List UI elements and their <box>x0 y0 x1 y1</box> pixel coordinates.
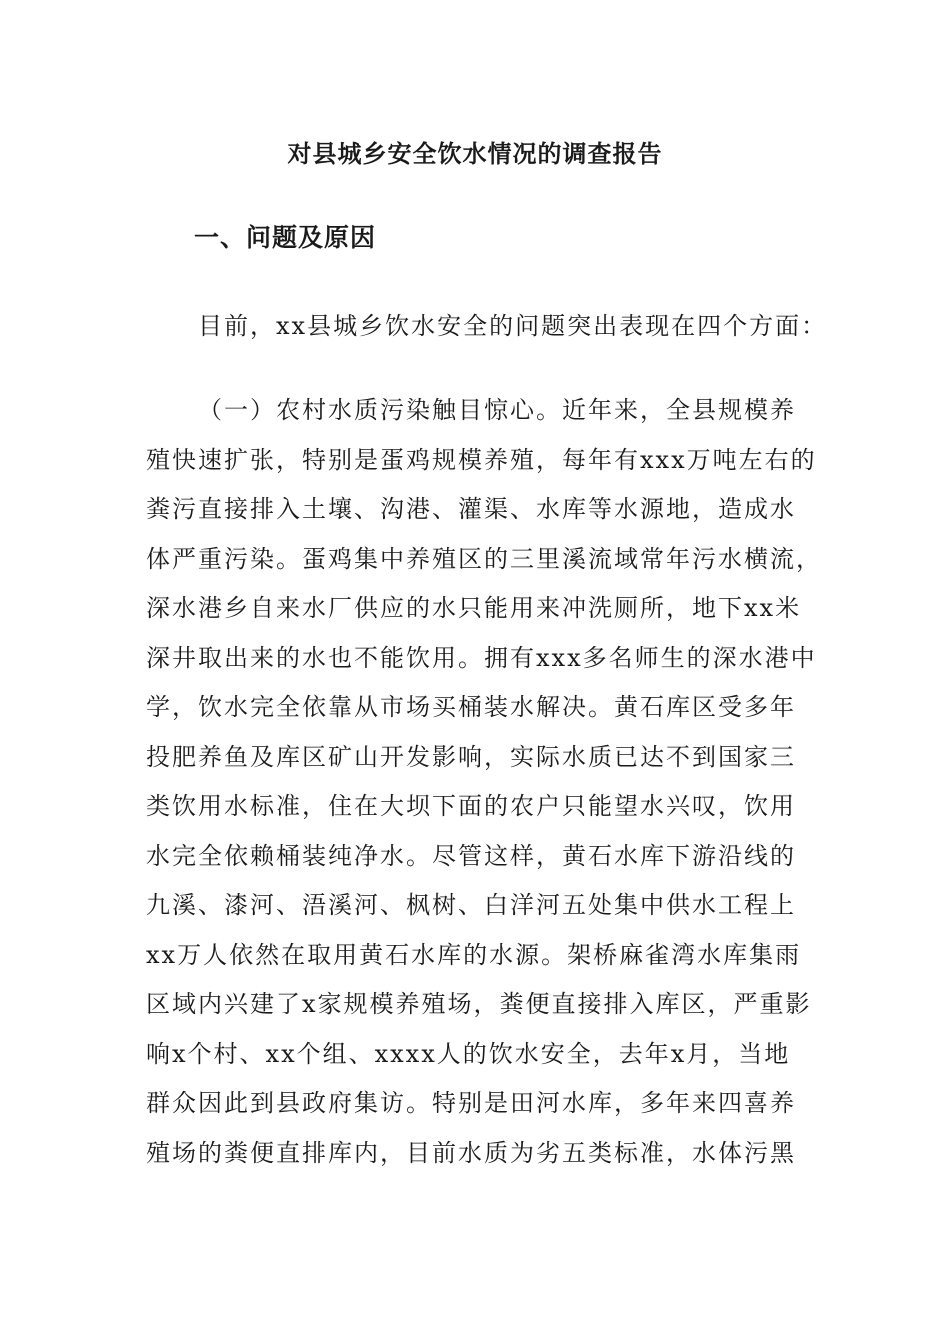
paragraph-line: 深水港乡自来水厂供应的水只能用来冲洗厕所，地下xx米 <box>146 594 802 622</box>
document-title: 对县城乡安全饮水情况的调查报告 <box>287 139 663 168</box>
intro-paragraph: 目前，xx县城乡饮水安全的问题突出表现在四个方面： <box>198 312 828 340</box>
paragraph-line: 群众因此到县政府集访。特别是田河水库，多年来四喜养 <box>146 1089 796 1117</box>
paragraph-line: 类饮用水标准，住在大坝下面的农户只能望水兴叹，饮用 <box>146 792 796 820</box>
paragraph-line: 响x个村、xx个组、xxxx人的饮水安全，去年x月，当地 <box>146 1039 791 1068</box>
paragraph-line: 深井取出来的水也不能饮用。拥有xxx多名师生的深水港中 <box>146 643 817 672</box>
paragraph-line: 粪污直接排入土壤、沟港、灌渠、水库等水源地，造成水 <box>146 495 796 523</box>
body-paragraph <box>146 390 822 1182</box>
paragraph-line: xx万人依然在取用黄石水库的水源。架桥麻雀湾水库集雨 <box>146 940 802 969</box>
paragraph-line: 九溪、漆河、浯溪河、枫树、白洋河五处集中供水工程上 <box>146 891 796 919</box>
paragraph-line: 水完全依赖桶装纯净水。尽管这样，黄石水库下游沿线的 <box>146 841 796 870</box>
paragraph-line: 区域内兴建了x家规模养殖场，粪便直接排入库区，严重影 <box>146 990 812 1018</box>
paragraph-line: （一）农村水质污染触目惊心。近年来，全县规模养 <box>198 396 796 424</box>
paragraph-line: 投肥养鱼及库区矿山开发影响，实际水质已达不到国家三 <box>146 742 796 771</box>
section-heading: 一、问题及原因 <box>194 223 377 252</box>
paragraph-line: 殖场的粪便直排库内，目前水质为劣五类标准，水体污黑 <box>146 1138 796 1167</box>
paragraph-line: 学，饮水完全依靠从市场买桶装水解决。黄石库区受多年 <box>146 693 796 721</box>
paragraph-line: 体严重污染。蛋鸡集中养殖区的三里溪流域常年污水横流， <box>146 544 822 573</box>
paragraph-line: 殖快速扩张，特别是蛋鸡规模养殖，每年有xxx万吨左右的 <box>146 445 817 474</box>
